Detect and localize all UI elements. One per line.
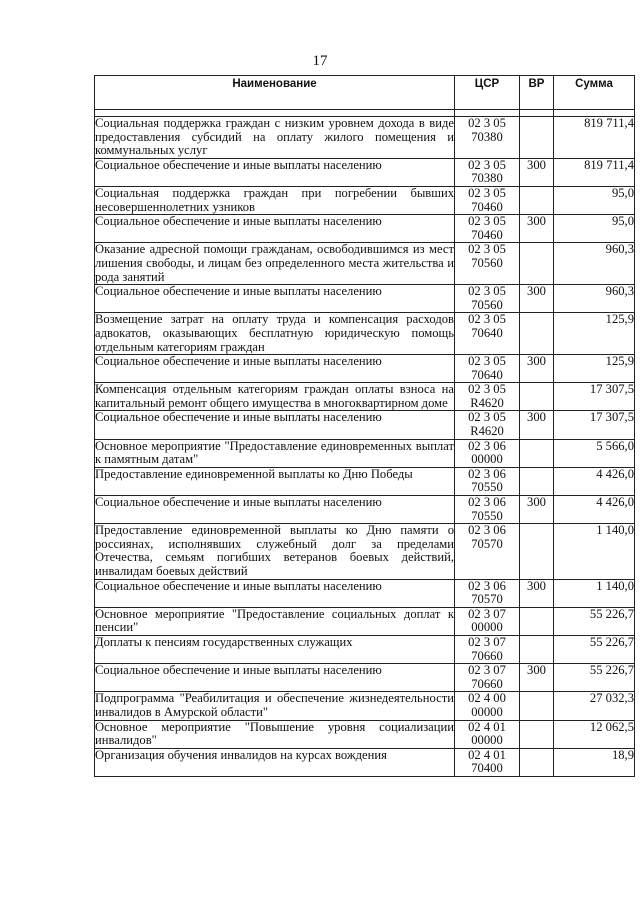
row-csr: 02 3 06 70570 bbox=[455, 524, 520, 579]
row-csr: 02 3 06 70570 bbox=[455, 579, 520, 607]
row-name: Социальное обеспечение и иные выплаты населению bbox=[95, 158, 455, 186]
row-name: Социальное обеспечение и иные выплаты населению bbox=[95, 285, 455, 313]
row-name: Основное мероприятие "Повышение уровня социализации инвалидов" bbox=[95, 719, 454, 748]
row-csr: 02 3 06 70550 bbox=[455, 496, 520, 524]
table-row bbox=[95, 496, 635, 524]
row-csr: 02 3 07 70660 bbox=[455, 635, 520, 663]
row-csr: 02 3 05 70640 bbox=[455, 355, 520, 383]
row-vr: 300 bbox=[520, 579, 554, 607]
row-csr: 02 3 05 70460 bbox=[455, 215, 520, 243]
row-sum: 55 226,7 bbox=[554, 664, 635, 692]
row-csr: 02 3 06 70550 bbox=[455, 467, 520, 495]
row-name: Доплаты к пенсиям государственных служащих bbox=[95, 635, 455, 663]
row-vr bbox=[520, 720, 554, 748]
table-row bbox=[95, 664, 635, 692]
row-name: Компенсация отдельным категориям граждан оплаты взноса на капитальный ремонт общего имущества в многоквартирном доме bbox=[95, 382, 454, 410]
row-name: Социальное обеспечение и иные выплаты населению bbox=[95, 664, 455, 692]
row-vr bbox=[520, 748, 554, 776]
row-name: Социальная поддержка граждан при погребении бывших несовершеннолетних узников bbox=[95, 185, 454, 214]
row-csr: 02 4 01 00000 bbox=[455, 720, 520, 748]
table-row bbox=[95, 748, 635, 776]
row-csr: 02 3 07 00000 bbox=[455, 607, 520, 635]
row-csr: 02 3 05 70560 bbox=[455, 243, 520, 285]
table-row bbox=[95, 285, 635, 313]
row-vr bbox=[520, 313, 554, 355]
table-row bbox=[95, 607, 635, 635]
table-row bbox=[95, 579, 635, 607]
row-vr bbox=[520, 692, 554, 720]
row-vr bbox=[520, 635, 554, 663]
row-sum: 12 062,5 bbox=[554, 720, 635, 748]
table-row bbox=[95, 158, 635, 186]
table-row bbox=[95, 411, 635, 439]
row-sum: 18,9 bbox=[554, 748, 635, 776]
row-sum: 1 140,0 bbox=[554, 579, 635, 607]
header-vr: ВР bbox=[520, 76, 554, 110]
table-row bbox=[95, 467, 635, 495]
row-csr: 02 3 05 R4620 bbox=[455, 383, 520, 411]
row-csr: 02 3 05 70640 bbox=[455, 313, 520, 355]
row-name: Организация обучения инвалидов на курсах вождения bbox=[95, 748, 455, 776]
row-vr bbox=[520, 439, 554, 467]
table-row bbox=[95, 215, 635, 243]
row-name: Социальное обеспечение и иные выплаты населению bbox=[95, 215, 455, 243]
row-sum: 819 711,4 bbox=[554, 158, 635, 186]
row-vr bbox=[520, 186, 554, 214]
row-vr: 300 bbox=[520, 664, 554, 692]
table-row bbox=[95, 635, 635, 663]
table-row bbox=[95, 243, 635, 285]
table-row bbox=[95, 524, 635, 579]
row-vr: 300 bbox=[520, 215, 554, 243]
table-row bbox=[95, 439, 635, 467]
row-name: Возмещение затрат на оплату труда и компенсация расходов адвокатов, оказывающих бесплатную юридическую помощь отдельным категориям граждан bbox=[95, 312, 454, 354]
row-sum: 17 307,5 bbox=[554, 411, 635, 439]
row-csr: 02 4 01 70400 bbox=[455, 748, 520, 776]
row-sum: 819 711,4 bbox=[554, 117, 635, 159]
table-row bbox=[95, 355, 635, 383]
header-name: Наименование bbox=[95, 76, 455, 110]
page-number: 17 bbox=[312, 53, 328, 69]
budget-table bbox=[94, 75, 635, 777]
row-name: Основное мероприятие "Предоставление социальных доплат к пенсии" bbox=[95, 606, 454, 635]
row-sum: 960,3 bbox=[554, 243, 635, 285]
row-name: Предоставление единовременной выплаты ко Дню Победы bbox=[95, 467, 455, 495]
table-row bbox=[95, 117, 635, 159]
row-sum: 95,0 bbox=[554, 215, 635, 243]
row-sum: 960,3 bbox=[554, 285, 635, 313]
table-row bbox=[95, 313, 635, 355]
row-vr bbox=[520, 117, 554, 159]
row-sum: 27 032,3 bbox=[554, 692, 635, 720]
row-sum: 17 307,5 bbox=[554, 383, 635, 411]
row-vr bbox=[520, 243, 554, 285]
table-row bbox=[95, 186, 635, 214]
row-csr: 02 3 05 R4620 bbox=[455, 411, 520, 439]
row-name: Основное мероприятие "Предоставление единовременных выплат к памятным датам" bbox=[95, 438, 454, 467]
row-name: Социальное обеспечение и иные выплаты населению bbox=[95, 579, 455, 607]
row-csr: 02 3 05 70380 bbox=[455, 158, 520, 186]
row-sum: 1 140,0 bbox=[554, 524, 635, 579]
row-vr bbox=[520, 383, 554, 411]
table-row bbox=[95, 720, 635, 748]
row-name: Социальное обеспечение и иные выплаты населению bbox=[95, 496, 455, 524]
row-csr: 02 4 00 00000 bbox=[455, 692, 520, 720]
row-name: Социальное обеспечение и иные выплаты населению bbox=[95, 355, 455, 383]
row-sum: 95,0 bbox=[554, 186, 635, 214]
table-row bbox=[95, 692, 635, 720]
row-vr bbox=[520, 524, 554, 579]
row-sum: 125,9 bbox=[554, 313, 635, 355]
row-csr: 02 3 07 70660 bbox=[455, 664, 520, 692]
row-sum: 4 426,0 bbox=[554, 496, 635, 524]
row-csr: 02 3 05 70560 bbox=[455, 285, 520, 313]
row-vr: 300 bbox=[520, 411, 554, 439]
row-sum: 125,9 bbox=[554, 355, 635, 383]
row-vr: 300 bbox=[520, 496, 554, 524]
row-name: Социальное обеспечение и иные выплаты населению bbox=[95, 411, 455, 439]
row-name: Оказание адресной помощи гражданам, освободившимся из мест лишения свободы, и лицам без определенного места жительства и рода занятий bbox=[95, 242, 454, 284]
table-row bbox=[95, 383, 635, 411]
row-vr bbox=[520, 467, 554, 495]
row-sum: 4 426,0 bbox=[554, 467, 635, 495]
row-csr: 02 3 05 70460 bbox=[455, 186, 520, 214]
row-csr: 02 3 05 70380 bbox=[455, 117, 520, 159]
row-vr: 300 bbox=[520, 285, 554, 313]
row-name: Социальная поддержка граждан с низким уровнем дохода в виде предоставления субсидий на оплату жилого помещения и коммунальных услуг bbox=[95, 116, 454, 158]
row-sum: 55 226,7 bbox=[554, 607, 635, 635]
row-vr bbox=[520, 607, 554, 635]
row-sum: 5 566,0 bbox=[554, 439, 635, 467]
header-row bbox=[95, 76, 635, 110]
row-csr: 02 3 06 00000 bbox=[455, 439, 520, 467]
row-name: Подпрограмма "Реабилитация и обеспечение жизнедеятельности инвалидов в Амурской области" bbox=[95, 691, 454, 719]
row-sum: 55 226,7 bbox=[554, 635, 635, 663]
row-vr: 300 bbox=[520, 355, 554, 383]
header-sum: Сумма bbox=[554, 76, 635, 110]
row-name: Предоставление единовременной выплаты ко Дню памяти о россиянах, исполнявших служебный долг за пределами Отечества, семьям погибших ветеранов боевых действий, инвалидам боевых действий bbox=[95, 523, 454, 578]
row-vr: 300 bbox=[520, 158, 554, 186]
header-csr: ЦСР bbox=[455, 76, 520, 110]
